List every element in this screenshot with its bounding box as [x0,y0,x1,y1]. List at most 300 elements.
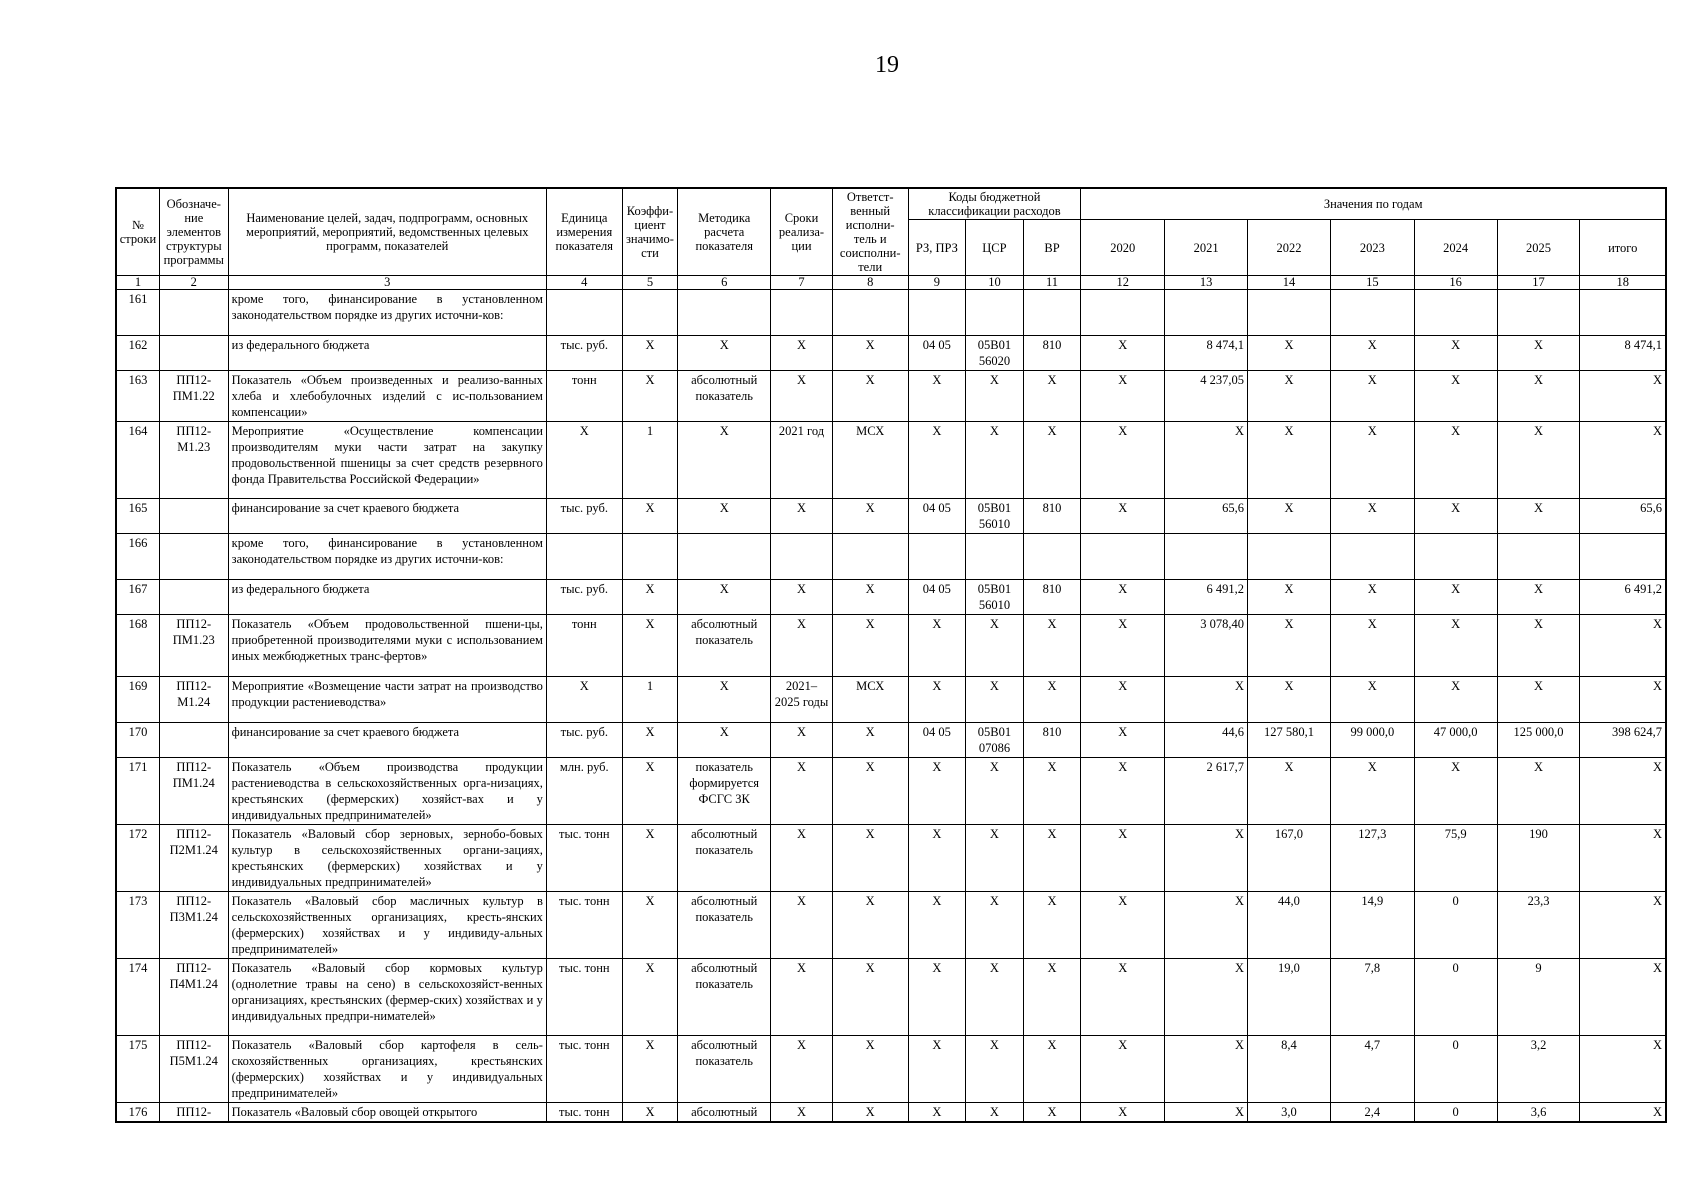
column-number-cell: 9 [908,276,966,290]
value-total-cell [1580,290,1666,336]
terms-cell: Х [771,499,833,534]
designation-cell [159,534,228,580]
column-number-cell: 6 [678,276,771,290]
table-body [116,290,1666,1123]
table-row [116,499,1666,534]
csr-cell: Х [966,677,1024,723]
method-cell: абсолютный [678,1103,771,1123]
header-responsible: Ответст-венный исполни-тель и соисполни-тели [832,188,908,276]
unit-cell: тонн [546,371,622,422]
name-cell: Мероприятие «Возмещение части затрат на производство продукции растениеводства» [228,677,546,723]
csr-cell [966,534,1024,580]
csr-cell: 05В01 07086 [966,723,1024,758]
value-2024-cell: Х [1414,677,1497,723]
method-cell: абсолютный показатель [678,371,771,422]
rz-prz-cell: Х [908,959,966,1036]
column-number-cell: 16 [1414,276,1497,290]
name-cell: Показатель «Валовый сбор масличных культур в сельскохозяйственных организациях, кресть-янских (фермерских) хозяйствах и у индивиду-альных предпринимателей» [228,892,546,959]
value-2022-cell: 44,0 [1248,892,1331,959]
responsible-cell: Х [832,336,908,371]
value-2025-cell: Х [1497,580,1580,615]
value-2022-cell: Х [1248,677,1331,723]
value-2022-cell: Х [1248,371,1331,422]
terms-cell: Х [771,371,833,422]
csr-cell: 05В01 56020 [966,336,1024,371]
vr-cell: Х [1023,422,1081,499]
value-2023-cell: Х [1330,758,1414,825]
coefficient-cell: Х [622,723,678,758]
coefficient-cell: Х [622,825,678,892]
name-cell: Мероприятие «Осуществление компенсации производителям муки части затрат на закупку продовольственной пшеницы за счет средств резервного фонда Правительства Российской Федерации» [228,422,546,499]
vr-cell: Х [1023,615,1081,677]
coefficient-cell: Х [622,336,678,371]
name-cell: Показатель «Объем производства продукции растениеводства в сельскохозяйственных орга-низациях, крестьянских (фермерских) хозяйст-вах и у индивидуальных предпринимателей» [228,758,546,825]
coefficient-cell [622,290,678,336]
unit-cell: тонн [546,615,622,677]
table-row [116,892,1666,959]
name-cell: Показатель «Валовый сбор картофеля в сель-скохозяйственных организациях, крестьянских (фермерских) хозяйствах и у индивидуальных предпринимателей» [228,1036,546,1103]
method-cell: абсолютный показатель [678,825,771,892]
value-2024-cell: Х [1414,758,1497,825]
column-number-cell: 15 [1330,276,1414,290]
value-2021-cell: Х [1165,422,1248,499]
csr-cell: 05В01 56010 [966,580,1024,615]
column-number-cell: 11 [1023,276,1081,290]
header-csr: ЦСР [966,220,1024,276]
responsible-cell: Х [832,1103,908,1123]
column-number-cell: 3 [228,276,546,290]
csr-cell: Х [966,615,1024,677]
name-cell: Показатель «Валовый сбор овощей открытого [228,1103,546,1123]
responsible-cell: МСХ [832,422,908,499]
vr-cell: Х [1023,959,1081,1036]
value-2020-cell: Х [1081,371,1165,422]
responsible-cell: Х [832,1036,908,1103]
vr-cell: Х [1023,677,1081,723]
name-cell: Показатель «Валовый сбор зерновых, зернобо-бовых культур в сельскохозяйственных органи-зациях, крестьянских (фермерских) хозяйствах и у индивидуальных предпринимателей» [228,825,546,892]
coefficient-cell: Х [622,1036,678,1103]
name-cell: Показатель «Объем произведенных и реализо-ванных хлеба и хлебобулочных изделий с ис-пользованием компенсации» [228,371,546,422]
header-rz-prz: РЗ, ПРЗ [908,220,966,276]
unit-cell: млн. руб. [546,758,622,825]
column-number-row [116,276,1666,290]
value-2021-cell: 65,6 [1165,499,1248,534]
vr-cell [1023,534,1081,580]
method-cell: абсолютный показатель [678,1036,771,1103]
value-2023-cell: Х [1330,336,1414,371]
value-2024-cell: Х [1414,336,1497,371]
header-year-2024: 2024 [1414,220,1497,276]
rz-prz-cell: Х [908,422,966,499]
name-cell: из федерального бюджета [228,336,546,371]
value-2023-cell: Х [1330,371,1414,422]
responsible-cell: Х [832,758,908,825]
designation-cell [159,723,228,758]
header-year-2025: 2025 [1497,220,1580,276]
value-2022-cell: Х [1248,615,1331,677]
value-2021-cell [1165,534,1248,580]
value-2025-cell: Х [1497,758,1580,825]
value-2022-cell: 127 580,1 [1248,723,1331,758]
value-2025-cell: 3,6 [1497,1103,1580,1123]
terms-cell: Х [771,615,833,677]
designation-cell [159,290,228,336]
csr-cell: Х [966,825,1024,892]
row-number-cell: 171 [116,758,159,825]
method-cell: абсолютный показатель [678,892,771,959]
table-row [116,615,1666,677]
row-number-cell: 165 [116,499,159,534]
designation-cell: ПП12-ПМ1.24 [159,758,228,825]
column-number-cell: 4 [546,276,622,290]
value-2020-cell [1081,290,1165,336]
terms-cell: Х [771,580,833,615]
header-name: Наименование целей, задач, подпрограмм, основных мероприятий, мероприятий, ведомственных целевых программ, показателей [228,188,546,276]
page-number: 19 [875,52,899,78]
designation-cell: ПП12-ПМ1.22 [159,371,228,422]
name-cell: финансирование за счет краевого бюджета [228,723,546,758]
value-2020-cell: Х [1081,677,1165,723]
value-2020-cell: Х [1081,422,1165,499]
value-2021-cell: Х [1165,1103,1248,1123]
value-2021-cell: Х [1165,677,1248,723]
designation-cell: ПП12-М1.23 [159,422,228,499]
value-total-cell: Х [1580,615,1666,677]
responsible-cell: МСХ [832,677,908,723]
row-number-cell: 164 [116,422,159,499]
value-2022-cell: 167,0 [1248,825,1331,892]
row-number-cell: 172 [116,825,159,892]
table-row [116,290,1666,336]
designation-cell [159,499,228,534]
vr-cell: Х [1023,1036,1081,1103]
row-number-cell: 161 [116,290,159,336]
value-2020-cell: Х [1081,1103,1165,1123]
value-2021-cell: 8 474,1 [1165,336,1248,371]
value-total-cell: Х [1580,892,1666,959]
terms-cell: Х [771,892,833,959]
value-2022-cell: 3,0 [1248,1103,1331,1123]
csr-cell: Х [966,758,1024,825]
value-2021-cell: 6 491,2 [1165,580,1248,615]
terms-cell: Х [771,758,833,825]
value-2023-cell: 14,9 [1330,892,1414,959]
rz-prz-cell: 04 05 [908,723,966,758]
value-2025-cell: Х [1497,422,1580,499]
csr-cell: Х [966,422,1024,499]
csr-cell: Х [966,892,1024,959]
value-2021-cell: Х [1165,892,1248,959]
unit-cell: тыс. руб. [546,723,622,758]
responsible-cell: Х [832,892,908,959]
designation-cell: ПП12-П4М1.24 [159,959,228,1036]
terms-cell: 2021–2025 годы [771,677,833,723]
responsible-cell: Х [832,825,908,892]
unit-cell: тыс. тонн [546,825,622,892]
column-number-cell: 10 [966,276,1024,290]
method-cell: Х [678,422,771,499]
vr-cell: Х [1023,825,1081,892]
column-number-cell: 14 [1248,276,1331,290]
coefficient-cell [622,534,678,580]
column-number-cell: 18 [1580,276,1666,290]
table-row [116,371,1666,422]
unit-cell: тыс. тонн [546,959,622,1036]
value-total-cell: 398 624,7 [1580,723,1666,758]
column-number-cell: 12 [1081,276,1165,290]
terms-cell: Х [771,825,833,892]
header-vr: ВР [1023,220,1081,276]
column-number-cell: 2 [159,276,228,290]
method-cell: Х [678,723,771,758]
row-number-cell: 170 [116,723,159,758]
value-2020-cell: Х [1081,1036,1165,1103]
coefficient-cell: Х [622,499,678,534]
coefficient-cell: Х [622,580,678,615]
header-year-2022: 2022 [1248,220,1331,276]
unit-cell: тыс. тонн [546,892,622,959]
value-total-cell: Х [1580,422,1666,499]
coefficient-cell: Х [622,892,678,959]
method-cell: Х [678,336,771,371]
coefficient-cell: Х [622,758,678,825]
value-2023-cell: Х [1330,677,1414,723]
table-row [116,580,1666,615]
header-total: итого [1580,220,1666,276]
value-2024-cell: 0 [1414,1103,1497,1123]
value-2022-cell: Х [1248,580,1331,615]
value-2024-cell: 0 [1414,959,1497,1036]
value-2025-cell: Х [1497,615,1580,677]
value-2021-cell: 4 237,05 [1165,371,1248,422]
value-2023-cell: Х [1330,615,1414,677]
value-2023-cell: 2,4 [1330,1103,1414,1123]
vr-cell: 810 [1023,580,1081,615]
responsible-cell [832,534,908,580]
vr-cell [1023,290,1081,336]
rz-prz-cell: Х [908,892,966,959]
name-cell: из федерального бюджета [228,580,546,615]
value-2023-cell [1330,290,1414,336]
value-2025-cell [1497,290,1580,336]
responsible-cell: Х [832,615,908,677]
value-2024-cell: 0 [1414,1036,1497,1103]
value-total-cell: Х [1580,758,1666,825]
value-2024-cell: Х [1414,422,1497,499]
row-number-cell: 169 [116,677,159,723]
value-2021-cell: Х [1165,959,1248,1036]
value-2024-cell: 0 [1414,892,1497,959]
name-cell: Показатель «Валовый сбор кормовых культур (однолетние травы на сено) в сельскохозяйст-венных организациях, крестьянских (фермер-ских) хозяйствах и у индивидуальных предпри-нимателей» [228,959,546,1036]
value-2021-cell: 3 078,40 [1165,615,1248,677]
name-cell: Показатель «Объем продовольственной пшени-цы, приобретенной производителями муки с использованием иных межбюджетных транс-фертов» [228,615,546,677]
header-year-2023: 2023 [1330,220,1414,276]
method-cell: абсолютный показатель [678,959,771,1036]
header-unit: Единица измерения показателя [546,188,622,276]
table-row [116,677,1666,723]
column-number-cell: 8 [832,276,908,290]
rz-prz-cell [908,534,966,580]
table-row [116,534,1666,580]
responsible-cell [832,290,908,336]
value-2023-cell: 99 000,0 [1330,723,1414,758]
value-total-cell: Х [1580,1036,1666,1103]
value-2021-cell: 2 617,7 [1165,758,1248,825]
value-2025-cell: Х [1497,677,1580,723]
row-number-cell: 163 [116,371,159,422]
column-number-cell: 5 [622,276,678,290]
value-total-cell [1580,534,1666,580]
value-2021-cell: 44,6 [1165,723,1248,758]
terms-cell [771,534,833,580]
row-number-cell: 162 [116,336,159,371]
value-2025-cell: Х [1497,336,1580,371]
value-2020-cell: Х [1081,723,1165,758]
value-total-cell: Х [1580,959,1666,1036]
value-2025-cell: 3,2 [1497,1036,1580,1103]
value-2025-cell: 125 000,0 [1497,723,1580,758]
rz-prz-cell: Х [908,825,966,892]
value-2024-cell: Х [1414,580,1497,615]
value-2022-cell [1248,534,1331,580]
rz-prz-cell: Х [908,1036,966,1103]
name-cell: кроме того, финансирование в установленном законодательством порядке из других источни-ков: [228,290,546,336]
header-method: Методика расчета показателя [678,188,771,276]
designation-cell: ПП12-П3М1.24 [159,892,228,959]
value-total-cell: Х [1580,371,1666,422]
value-total-cell: Х [1580,1103,1666,1123]
value-2023-cell: 127,3 [1330,825,1414,892]
table-row [116,1103,1666,1123]
value-total-cell: Х [1580,825,1666,892]
column-number-cell: 7 [771,276,833,290]
row-number-cell: 174 [116,959,159,1036]
value-2020-cell: Х [1081,825,1165,892]
value-2023-cell [1330,534,1414,580]
designation-cell: ПП12-М1.24 [159,677,228,723]
rz-prz-cell: 04 05 [908,336,966,371]
unit-cell: тыс. тонн [546,1036,622,1103]
unit-cell [546,534,622,580]
responsible-cell: Х [832,499,908,534]
header-terms: Сроки реализа-ции [771,188,833,276]
column-number-cell: 17 [1497,276,1580,290]
coefficient-cell: Х [622,959,678,1036]
row-number-cell: 166 [116,534,159,580]
unit-cell: тыс. тонн [546,1103,622,1123]
csr-cell: 05В01 56010 [966,499,1024,534]
row-number-cell: 175 [116,1036,159,1103]
value-2022-cell [1248,290,1331,336]
value-2023-cell: Х [1330,422,1414,499]
header-coefficient: Коэффи-циент значимо-сти [622,188,678,276]
terms-cell: 2021 год [771,422,833,499]
vr-cell: Х [1023,371,1081,422]
row-number-cell: 168 [116,615,159,677]
row-number-cell: 173 [116,892,159,959]
method-cell: Х [678,499,771,534]
rz-prz-cell: Х [908,615,966,677]
designation-cell [159,580,228,615]
value-2021-cell [1165,290,1248,336]
value-total-cell: 8 474,1 [1580,336,1666,371]
header-designation: Обозначе-ние элементов структуры программы [159,188,228,276]
unit-cell: Х [546,677,622,723]
terms-cell: Х [771,336,833,371]
value-2025-cell [1497,534,1580,580]
vr-cell: 810 [1023,499,1081,534]
value-2024-cell: 47 000,0 [1414,723,1497,758]
value-2020-cell: Х [1081,615,1165,677]
value-total-cell: 6 491,2 [1580,580,1666,615]
value-2020-cell: Х [1081,892,1165,959]
coefficient-cell: 1 [622,422,678,499]
header-year-2020: 2020 [1081,220,1165,276]
rz-prz-cell: 04 05 [908,580,966,615]
designation-cell [159,336,228,371]
method-cell: Х [678,580,771,615]
value-2025-cell: 23,3 [1497,892,1580,959]
value-2022-cell: 19,0 [1248,959,1331,1036]
vr-cell: Х [1023,1103,1081,1123]
terms-cell [771,290,833,336]
method-cell: показатель формируется ФСГС ЗК [678,758,771,825]
table-row [116,1036,1666,1103]
program-indicators-table [115,187,1667,1123]
csr-cell [966,290,1024,336]
header-budget-codes: Коды бюджетной классификации расходов [908,188,1081,220]
coefficient-cell: Х [622,1103,678,1123]
row-number-cell: 167 [116,580,159,615]
rz-prz-cell: 04 05 [908,499,966,534]
method-cell: Х [678,677,771,723]
terms-cell: Х [771,959,833,1036]
value-2024-cell [1414,534,1497,580]
value-2024-cell: Х [1414,615,1497,677]
terms-cell: Х [771,723,833,758]
value-2023-cell: 7,8 [1330,959,1414,1036]
unit-cell: Х [546,422,622,499]
method-cell: абсолютный показатель [678,615,771,677]
unit-cell: тыс. руб. [546,499,622,534]
designation-cell: ПП12-П2М1.24 [159,825,228,892]
csr-cell: Х [966,1103,1024,1123]
unit-cell: тыс. руб. [546,336,622,371]
unit-cell: тыс. руб. [546,580,622,615]
table-header [116,188,1666,290]
csr-cell: Х [966,959,1024,1036]
column-number-cell: 13 [1165,276,1248,290]
method-cell [678,534,771,580]
responsible-cell: Х [832,723,908,758]
coefficient-cell: Х [622,371,678,422]
value-2024-cell [1414,290,1497,336]
value-2024-cell: Х [1414,499,1497,534]
rz-prz-cell: Х [908,758,966,825]
value-2022-cell: Х [1248,758,1331,825]
value-2020-cell: Х [1081,336,1165,371]
designation-cell: ПП12-ПМ1.23 [159,615,228,677]
value-2022-cell: 8,4 [1248,1036,1331,1103]
value-2021-cell: Х [1165,825,1248,892]
value-2022-cell: Х [1248,336,1331,371]
rz-prz-cell: Х [908,1103,966,1123]
responsible-cell: Х [832,959,908,1036]
table-row [116,825,1666,892]
vr-cell: 810 [1023,336,1081,371]
rz-prz-cell: Х [908,677,966,723]
value-2024-cell: 75,9 [1414,825,1497,892]
